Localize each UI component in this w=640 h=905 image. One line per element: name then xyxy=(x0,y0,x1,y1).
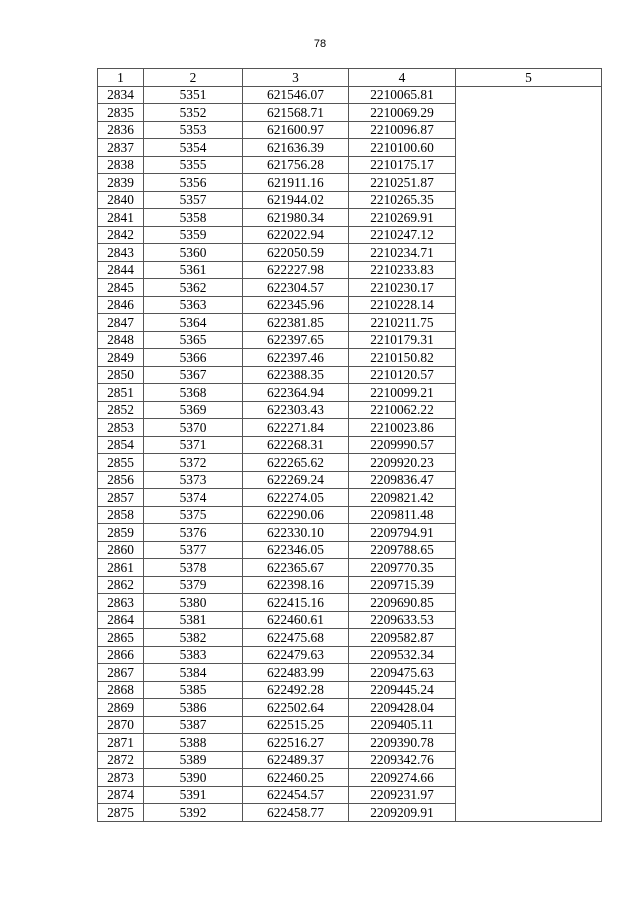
table-cell: 5378 xyxy=(144,559,243,577)
table-cell: 5376 xyxy=(144,524,243,542)
table-cell: 2210150.82 xyxy=(349,349,456,367)
table-cell: 2872 xyxy=(98,751,144,769)
page-number: 78 xyxy=(313,38,327,50)
table-cell: 2209811.48 xyxy=(349,506,456,524)
table-cell: 5365 xyxy=(144,331,243,349)
table-cell: 2860 xyxy=(98,541,144,559)
table-cell: 622388.35 xyxy=(243,366,349,384)
table-cell: 5383 xyxy=(144,646,243,664)
table-cell: 2210100.60 xyxy=(349,139,456,157)
table-cell: 5361 xyxy=(144,261,243,279)
table-cell: 2210228.14 xyxy=(349,296,456,314)
table-cell: 5368 xyxy=(144,384,243,402)
table-cell: 2210120.57 xyxy=(349,366,456,384)
table-cell: 2875 xyxy=(98,804,144,822)
table-cell: 622050.59 xyxy=(243,244,349,262)
table-cell: 2210269.91 xyxy=(349,209,456,227)
column-5-cell xyxy=(456,86,602,821)
table-cell: 2856 xyxy=(98,471,144,489)
table-cell: 5389 xyxy=(144,751,243,769)
table-cell: 5352 xyxy=(144,104,243,122)
table-cell: 5381 xyxy=(144,611,243,629)
table-cell: 2210096.87 xyxy=(349,121,456,139)
table-cell: 2209788.65 xyxy=(349,541,456,559)
table-cell: 622365.67 xyxy=(243,559,349,577)
table-cell: 2210251.87 xyxy=(349,174,456,192)
table-cell: 2853 xyxy=(98,419,144,437)
table-cell: 2209690.85 xyxy=(349,594,456,612)
table-row xyxy=(98,86,602,104)
table-cell: 2849 xyxy=(98,349,144,367)
coordinates-table xyxy=(97,68,602,822)
table-cell: 5362 xyxy=(144,279,243,297)
table-cell: 2210065.81 xyxy=(349,86,456,104)
table-cell: 622022.94 xyxy=(243,226,349,244)
table-cell: 5366 xyxy=(144,349,243,367)
table-cell: 621944.02 xyxy=(243,191,349,209)
table-cell: 2869 xyxy=(98,699,144,717)
table-cell: 2209405.11 xyxy=(349,716,456,734)
table-cell: 5379 xyxy=(144,576,243,594)
table-cell: 5392 xyxy=(144,804,243,822)
table-cell: 2865 xyxy=(98,629,144,647)
table-cell: 2210265.35 xyxy=(349,191,456,209)
table-cell: 5356 xyxy=(144,174,243,192)
table-cell: 622345.96 xyxy=(243,296,349,314)
table-cell: 622269.24 xyxy=(243,471,349,489)
table-cell: 622460.61 xyxy=(243,611,349,629)
table-cell: 622227.98 xyxy=(243,261,349,279)
table-cell: 5371 xyxy=(144,436,243,454)
table-cell: 622483.99 xyxy=(243,664,349,682)
table-cell: 5380 xyxy=(144,594,243,612)
table-cell: 2210023.86 xyxy=(349,419,456,437)
table-cell: 2210069.29 xyxy=(349,104,456,122)
table-cell: 2210233.83 xyxy=(349,261,456,279)
table-cell: 2209990.57 xyxy=(349,436,456,454)
table-cell: 622381.85 xyxy=(243,314,349,332)
table-cell: 2858 xyxy=(98,506,144,524)
table-cell: 5372 xyxy=(144,454,243,472)
table-cell: 2861 xyxy=(98,559,144,577)
table-cell: 2210230.17 xyxy=(349,279,456,297)
table-cell: 2848 xyxy=(98,331,144,349)
table-cell: 2209390.78 xyxy=(349,734,456,752)
table-cell: 2209633.53 xyxy=(349,611,456,629)
table-cell: 2870 xyxy=(98,716,144,734)
table-cell: 2210247.12 xyxy=(349,226,456,244)
table-cell: 2835 xyxy=(98,104,144,122)
table-cell: 5354 xyxy=(144,139,243,157)
table-cell: 2866 xyxy=(98,646,144,664)
table-cell: 622290.06 xyxy=(243,506,349,524)
table-cell: 5363 xyxy=(144,296,243,314)
table-cell: 2209821.42 xyxy=(349,489,456,507)
table-cell: 2855 xyxy=(98,454,144,472)
table-cell: 2210211.75 xyxy=(349,314,456,332)
table-cell: 622489.37 xyxy=(243,751,349,769)
table-cell: 5377 xyxy=(144,541,243,559)
table-cell: 621636.39 xyxy=(243,139,349,157)
table-cell: 2847 xyxy=(98,314,144,332)
table-cell: 621756.28 xyxy=(243,156,349,174)
table-cell: 622502.64 xyxy=(243,699,349,717)
table-cell: 2210062.22 xyxy=(349,401,456,419)
column-header: 4 xyxy=(349,69,456,87)
table-cell: 622346.05 xyxy=(243,541,349,559)
table-cell: 5373 xyxy=(144,471,243,489)
table-cell: 622397.65 xyxy=(243,331,349,349)
table-cell: 622515.25 xyxy=(243,716,349,734)
table-cell: 622454.57 xyxy=(243,786,349,804)
table-cell: 622479.63 xyxy=(243,646,349,664)
table-cell: 622271.84 xyxy=(243,419,349,437)
table-cell: 621980.34 xyxy=(243,209,349,227)
table-cell: 5382 xyxy=(144,629,243,647)
table-cell: 2841 xyxy=(98,209,144,227)
table-cell: 2874 xyxy=(98,786,144,804)
table-cell: 5374 xyxy=(144,489,243,507)
table-cell: 622274.05 xyxy=(243,489,349,507)
table-cell: 2209274.66 xyxy=(349,769,456,787)
table-cell: 621546.07 xyxy=(243,86,349,104)
table-cell: 622397.46 xyxy=(243,349,349,367)
table-cell: 622304.57 xyxy=(243,279,349,297)
table-cell: 2209836.47 xyxy=(349,471,456,489)
table-cell: 2209445.24 xyxy=(349,681,456,699)
table-cell: 2838 xyxy=(98,156,144,174)
table-cell: 622364.94 xyxy=(243,384,349,402)
table-cell: 5353 xyxy=(144,121,243,139)
table-cell: 2210179.31 xyxy=(349,331,456,349)
table-cell: 622475.68 xyxy=(243,629,349,647)
table-cell: 622415.16 xyxy=(243,594,349,612)
column-header: 5 xyxy=(456,69,602,87)
table-body xyxy=(98,86,602,821)
table-cell: 2209231.97 xyxy=(349,786,456,804)
table-cell: 622303.43 xyxy=(243,401,349,419)
table-cell: 622516.27 xyxy=(243,734,349,752)
table-cell: 622492.28 xyxy=(243,681,349,699)
table-cell: 2857 xyxy=(98,489,144,507)
table-cell: 621911.16 xyxy=(243,174,349,192)
table-header-row xyxy=(98,69,602,87)
table-cell: 2862 xyxy=(98,576,144,594)
table-cell: 2851 xyxy=(98,384,144,402)
table-cell: 5367 xyxy=(144,366,243,384)
table-cell: 5358 xyxy=(144,209,243,227)
table-cell: 621568.71 xyxy=(243,104,349,122)
table-cell: 2846 xyxy=(98,296,144,314)
table-cell: 5359 xyxy=(144,226,243,244)
table-cell: 2834 xyxy=(98,86,144,104)
table-cell: 5369 xyxy=(144,401,243,419)
table-cell: 2868 xyxy=(98,681,144,699)
table-cell: 2209582.87 xyxy=(349,629,456,647)
table-cell: 5386 xyxy=(144,699,243,717)
table-cell: 2864 xyxy=(98,611,144,629)
table-cell: 2837 xyxy=(98,139,144,157)
table-cell: 622398.16 xyxy=(243,576,349,594)
table-cell: 2852 xyxy=(98,401,144,419)
table-cell: 2842 xyxy=(98,226,144,244)
table-cell: 2209532.34 xyxy=(349,646,456,664)
table-cell: 2845 xyxy=(98,279,144,297)
table-cell: 5351 xyxy=(144,86,243,104)
table-cell: 2840 xyxy=(98,191,144,209)
table-cell: 5370 xyxy=(144,419,243,437)
table-cell: 2843 xyxy=(98,244,144,262)
table-cell: 2836 xyxy=(98,121,144,139)
table-cell: 5364 xyxy=(144,314,243,332)
table-cell: 5360 xyxy=(144,244,243,262)
table-cell: 5390 xyxy=(144,769,243,787)
table-cell: 621600.97 xyxy=(243,121,349,139)
table-cell: 622265.62 xyxy=(243,454,349,472)
table-cell: 2209428.04 xyxy=(349,699,456,717)
table-cell: 5387 xyxy=(144,716,243,734)
table-cell: 5355 xyxy=(144,156,243,174)
table-cell: 2844 xyxy=(98,261,144,279)
table-cell: 2859 xyxy=(98,524,144,542)
table-cell: 2209342.76 xyxy=(349,751,456,769)
table-cell: 2854 xyxy=(98,436,144,454)
table-cell: 2209209.91 xyxy=(349,804,456,822)
table-cell: 5388 xyxy=(144,734,243,752)
column-header: 3 xyxy=(243,69,349,87)
table-cell: 2850 xyxy=(98,366,144,384)
table-cell: 2210099.21 xyxy=(349,384,456,402)
column-header: 2 xyxy=(144,69,243,87)
table-cell: 2209475.63 xyxy=(349,664,456,682)
table-cell: 2863 xyxy=(98,594,144,612)
table-cell: 5391 xyxy=(144,786,243,804)
table-cell: 5385 xyxy=(144,681,243,699)
table-cell: 2210234.71 xyxy=(349,244,456,262)
table-cell: 622460.25 xyxy=(243,769,349,787)
table-cell: 622268.31 xyxy=(243,436,349,454)
table-cell: 2209794.91 xyxy=(349,524,456,542)
table-cell: 5375 xyxy=(144,506,243,524)
table-cell: 2210175.17 xyxy=(349,156,456,174)
table-cell: 2871 xyxy=(98,734,144,752)
column-header: 1 xyxy=(98,69,144,87)
table-cell: 622330.10 xyxy=(243,524,349,542)
table-cell: 5357 xyxy=(144,191,243,209)
table-cell: 2839 xyxy=(98,174,144,192)
table-cell: 2873 xyxy=(98,769,144,787)
table-cell: 5384 xyxy=(144,664,243,682)
table-cell: 622458.77 xyxy=(243,804,349,822)
table-cell: 2209770.35 xyxy=(349,559,456,577)
table-cell: 2867 xyxy=(98,664,144,682)
table-cell: 2209715.39 xyxy=(349,576,456,594)
table-cell: 2209920.23 xyxy=(349,454,456,472)
